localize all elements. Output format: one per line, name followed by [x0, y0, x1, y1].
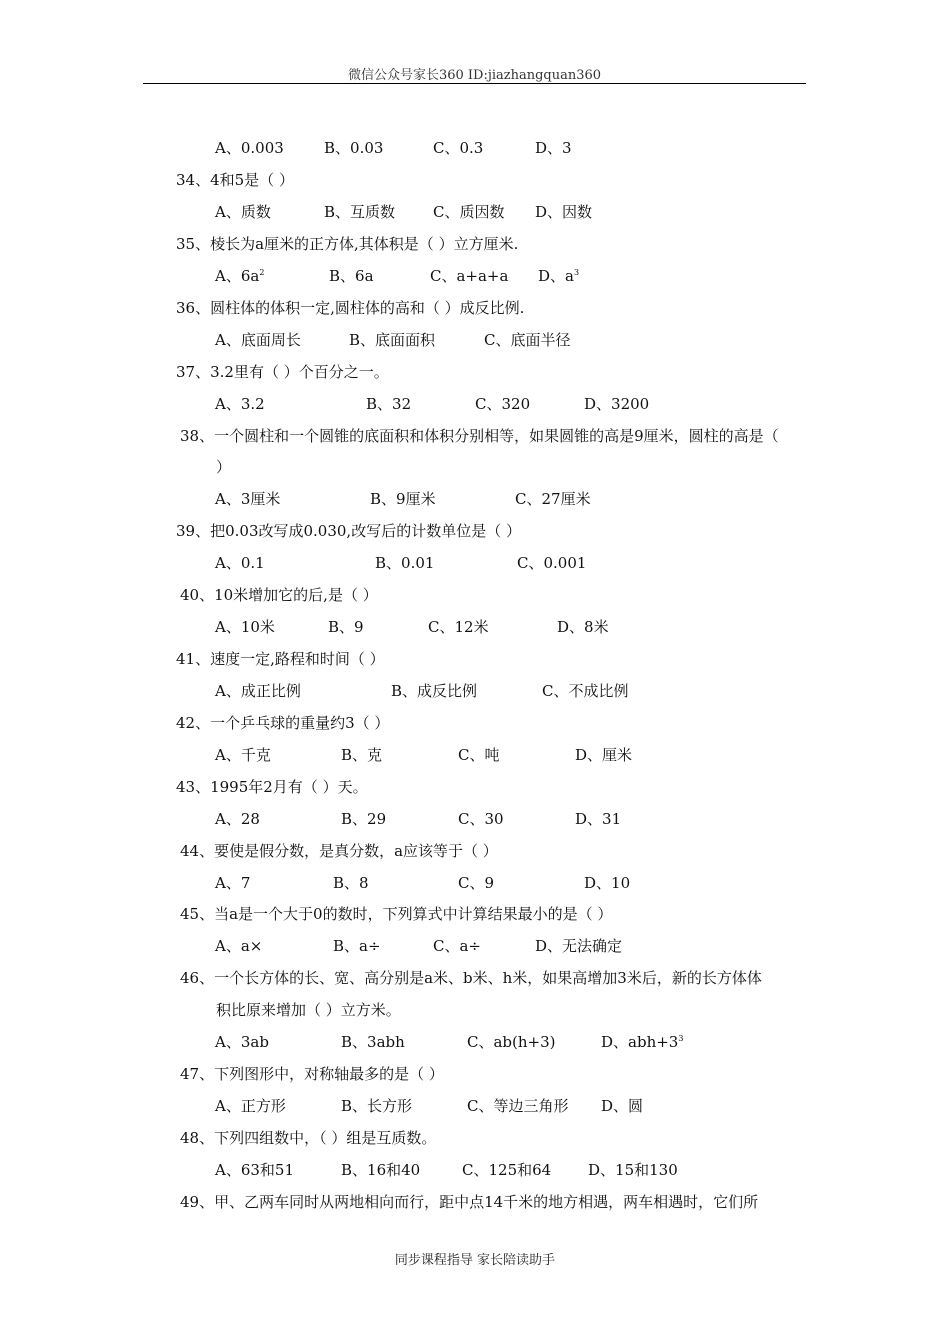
option-c: C、12米: [428, 618, 489, 636]
question-37-stem: 37、3.2里有（ ）个百分之一。: [176, 363, 389, 381]
page-header: 微信公众号家长360 ID:jiazhangquan360: [347, 68, 602, 83]
option-c: C、0.3: [433, 139, 484, 157]
option-c: C、等边三角形: [467, 1097, 569, 1115]
option-b: B、16和40: [341, 1161, 421, 1179]
question-38-stem-continued: ）: [216, 458, 232, 476]
question-35-stem: 35、棱长为a厘米的正方体,其体积是（ ）立方厘米.: [176, 235, 519, 253]
option-c: C、320: [475, 395, 531, 413]
exponent: 2: [259, 268, 265, 277]
option-a: A、28: [215, 810, 260, 828]
option-c: C、底面半径: [484, 331, 571, 349]
option-d: D、无法确定: [535, 937, 623, 955]
question-47-stem: 47、下列图形中，对称轴最多的是（ ）: [180, 1065, 444, 1083]
option-d: D、因数: [535, 203, 593, 221]
question-44-stem: 44、要使是假分数，是真分数，a应该等于（ ）: [180, 842, 498, 860]
option-c: C、a÷: [433, 937, 481, 955]
option-a: [215, 267, 264, 285]
option-d: D、15和130: [588, 1161, 678, 1179]
option-b: B、8: [333, 874, 369, 892]
header-rule: [143, 83, 806, 84]
option-a-text: A、6a: [215, 267, 260, 285]
question-34-stem: 34、4和5是（ ）: [176, 171, 294, 189]
option-a: A、63和51: [215, 1161, 295, 1179]
exponent: 3: [573, 268, 580, 277]
option-b: B、长方形: [341, 1097, 413, 1115]
option-c: C、ab(h+3): [467, 1033, 556, 1051]
option-d: D、3200: [584, 395, 650, 413]
option-a: A、a×: [215, 937, 263, 955]
option-b: B、0.01: [375, 554, 435, 572]
option-b: B、3abh: [341, 1033, 405, 1051]
option-c: C、质因数: [433, 203, 505, 221]
option-b: B、底面面积: [349, 331, 436, 349]
option-a: A、3厘米: [215, 490, 281, 508]
question-45-stem: 45、当a是一个大于0的数时，下列算式中计算结果最小的是（ ）: [180, 905, 613, 923]
option-d: D、8米: [557, 618, 609, 636]
option-a: A、正方形: [215, 1097, 286, 1115]
question-49-stem: 49、甲、乙两车同时从两地相向而行，距中点14千米的地方相遇，两车相遇时，它们所: [180, 1193, 759, 1211]
option-b: B、克: [341, 746, 383, 764]
option-a: A、千克: [215, 746, 271, 764]
option-b: B、互质数: [324, 203, 396, 221]
option-a: A、底面周长: [215, 331, 301, 349]
question-38-stem: 38、一个圆柱和一个圆锥的底面积和体积分别相等，如果圆锥的高是9厘米，圆柱的高是（: [180, 427, 779, 445]
option-d: D、圆: [601, 1097, 644, 1115]
option-a: A、10米: [215, 618, 275, 636]
option-d: [538, 267, 579, 285]
option-d: D、3: [535, 139, 572, 157]
option-b: B、29: [341, 810, 387, 828]
option-a: A、3.2: [215, 395, 265, 413]
page-footer: 同步课程指导 家长陪读助手: [394, 1253, 556, 1268]
option-d: D、厘米: [575, 746, 633, 764]
option-b: B、6a: [329, 267, 374, 285]
option-a: A、3ab: [215, 1033, 269, 1051]
exponent: 3: [678, 1034, 684, 1043]
option-b: B、成反比例: [391, 682, 478, 700]
option-a: A、质数: [215, 203, 271, 221]
option-c: C、125和64: [462, 1161, 552, 1179]
option-d-text: D、a: [538, 267, 574, 285]
question-48-stem: 48、下列四组数中，（ ）组是互质数。: [180, 1129, 437, 1147]
option-b: B、32: [366, 395, 412, 413]
option-c: C、30: [458, 810, 504, 828]
option-a: A、成正比例: [215, 682, 301, 700]
option-d: D、10: [584, 874, 631, 892]
option-d-text: D、abh+3: [601, 1033, 679, 1051]
option-c: C、吨: [458, 746, 500, 764]
option-d: [601, 1033, 683, 1051]
option-c: C、9: [458, 874, 495, 892]
question-42-stem: 42、一个乒乓球的重量约3（ ）: [176, 714, 390, 732]
question-39-stem: 39、把0.03改写成0.030,改写后的计数单位是（ ）: [176, 522, 521, 540]
question-40-stem: 40、10米增加它的后,是（ ）: [180, 586, 378, 604]
option-c: C、0.001: [517, 554, 587, 572]
question-46-stem: 46、一个长方体的长、宽、高分别是a米、b米、h米，如果高增加3米后，新的长方体体: [180, 969, 762, 987]
option-a: A、7: [215, 874, 251, 892]
option-b: B、9厘米: [370, 490, 436, 508]
option-b: B、0.03: [324, 139, 384, 157]
question-46-stem-continued: 积比原来增加（ ）立方米。: [216, 1001, 401, 1019]
option-b: B、9: [328, 618, 364, 636]
question-43-stem: 43、1995年2月有（ ）天。: [176, 778, 368, 796]
option-d: D、31: [575, 810, 622, 828]
question-36-stem: 36、圆柱体的体积一定,圆柱体的高和（ ）成反比例.: [176, 299, 525, 317]
question-41-stem: 41、速度一定,路程和时间（ ）: [176, 650, 385, 668]
option-b: B、a÷: [333, 937, 381, 955]
option-c: C、a+a+a: [430, 267, 509, 285]
option-c: C、27厘米: [515, 490, 591, 508]
option-a: A、0.1: [215, 554, 265, 572]
option-c: C、不成比例: [542, 682, 629, 700]
option-a: A、0.003: [215, 139, 284, 157]
